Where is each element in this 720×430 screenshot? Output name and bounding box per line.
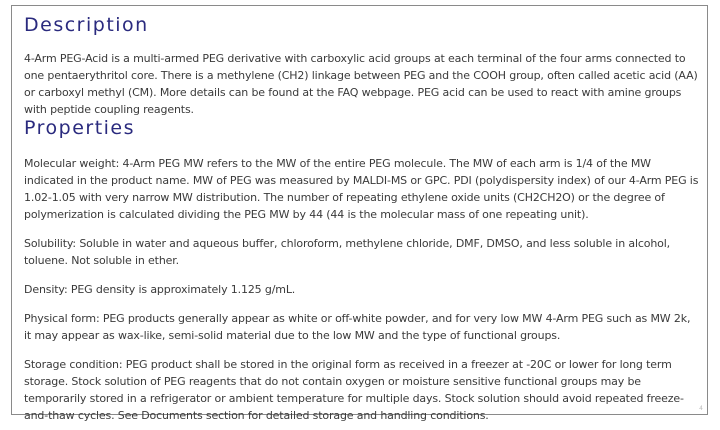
molecular-weight-text: Molecular weight: 4-Arm PEG MW refers to the MW of the entire PEG molecule. The MW of each arm is 1/4 of the MW indicated in the product name. MW of PEG was measured by MALDI-MS or GPC. PDI (polydispersity index) of our 4-Arm PEG is 1.02-1.05 with very narrow MW distribution. The number of repeating ethylene oxide units (CH2CH2O) or the degree of polymerization is calculated dividing the PEG MW by 44 (44 is the molecular mass of one repeating unit). — [24, 157, 699, 221]
properties-heading: Properties — [24, 117, 136, 139]
description-heading: Description — [24, 14, 149, 36]
content-panel — [11, 5, 708, 422]
product-info — [24, 12, 700, 424]
solubility-text: Solubility: Soluble in water and aqueous buffer, chloroform, methylene chloride, DMF, DMSO, and less soluble in alcohol, toluene. Not soluble in ether. — [24, 237, 671, 267]
storage-condition-text: Storage condition: PEG product shall be stored in the original form as received in a freezer at -20C or lower for long term storage. Stock solution of PEG reagents that do not contain oxygen or moisture sensitive functional groups may be temporarily stored in a refrigerator or ambient temperature for multiple days. Stock solution should avoid repeated freeze-and-thaw cycles. See Documents section for detailed storage and handling conditions. — [24, 358, 684, 422]
description-text: 4-Arm PEG-Acid is a multi-armed PEG derivative with carboxylic acid groups at each terminal of the four arms connected to one pentaerythritol core. There is a methylene (CH2) linkage between PEG and the COOH group, often called acetic acid (AA) or carboxyl methyl (CM). More details can be found at the FAQ webpage. PEG acid can be used to react with amine groups with peptide coupling reagents. — [24, 52, 698, 116]
density-text: Density: PEG density is approximately 1.125 g/mL. — [24, 283, 296, 296]
corner-mark: 4 — [699, 405, 703, 412]
physical-form-text: Physical form: PEG products generally appear as white or off-white powder, and for very low MW 4-Arm PEG such as MW 2k, it may appear as wax-like, semi-solid material due to the low MW and the type of functional groups. — [24, 312, 691, 342]
